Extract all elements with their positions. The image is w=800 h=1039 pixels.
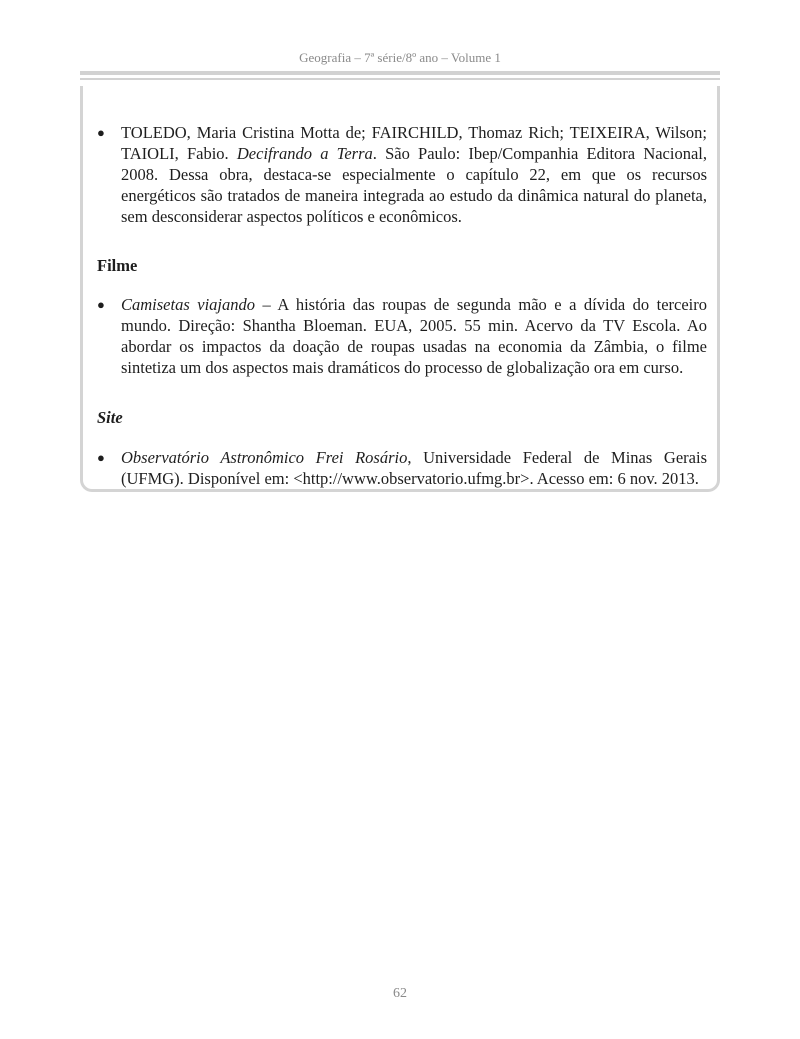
header-rule-thick: [80, 71, 720, 75]
book-reference-text: [121, 122, 707, 227]
film-description: – A história das roupas de segunda mão e a dívida do terceiro mundo. Direção: Shantha Bloeman. EUA, 2005. 55 min. Acervo da TV Escola. Ao abordar os impactos da doação de roupas usadas na economia da Zâmbia, o filme sintetiza um dos aspectos mais dramáticos do processo de globalização ora em curso.: [121, 295, 708, 377]
site-description: , Universidade Federal de Minas Gerais (UFMG). Disponível em: <http://www.observatorio.ufmg.br>. Acesso em: 6 nov. 2013.: [121, 448, 707, 488]
book-reference-entry: [97, 122, 707, 227]
site-title: Observatório Astronômico Frei Rosário: [121, 448, 408, 467]
site-reference-entry: [97, 447, 707, 489]
book-title: Decifrando a Terra: [236, 144, 373, 163]
bullet-icon: ●: [97, 450, 105, 465]
bullet-icon: ●: [97, 125, 105, 140]
book-authors: TOLEDO, Maria Cristina Motta de; FAIRCHILD, Thomaz Rich; TEIXEIRA, Wilson; TAIOLI, Fabio.: [121, 123, 707, 163]
site-heading: Site: [97, 408, 123, 427]
bullet-icon: ●: [97, 297, 105, 312]
header-rule-thin: [80, 78, 720, 80]
page-number: 62: [393, 986, 407, 1001]
header-rules: [80, 71, 720, 80]
site-reference-text: [121, 447, 707, 489]
film-reference-text: [121, 294, 707, 378]
book-description: . São Paulo: Ibep/Companhia Editora Nacional, 2008. Dessa obra, destaca-se especialmente o capítulo 22, em que os recursos energéticos são tratados de maneira integrada ao estudo da dinâmica natural do planeta, sem desconsiderar aspectos políticos e econômicos.: [121, 144, 707, 226]
film-heading: Filme: [97, 256, 138, 275]
reference-box: [80, 86, 720, 492]
film-title: Camisetas viajando: [121, 295, 255, 314]
running-header: Geografia – 7ª série/8º ano – Volume 1: [299, 50, 501, 65]
film-reference-entry: [97, 294, 707, 378]
